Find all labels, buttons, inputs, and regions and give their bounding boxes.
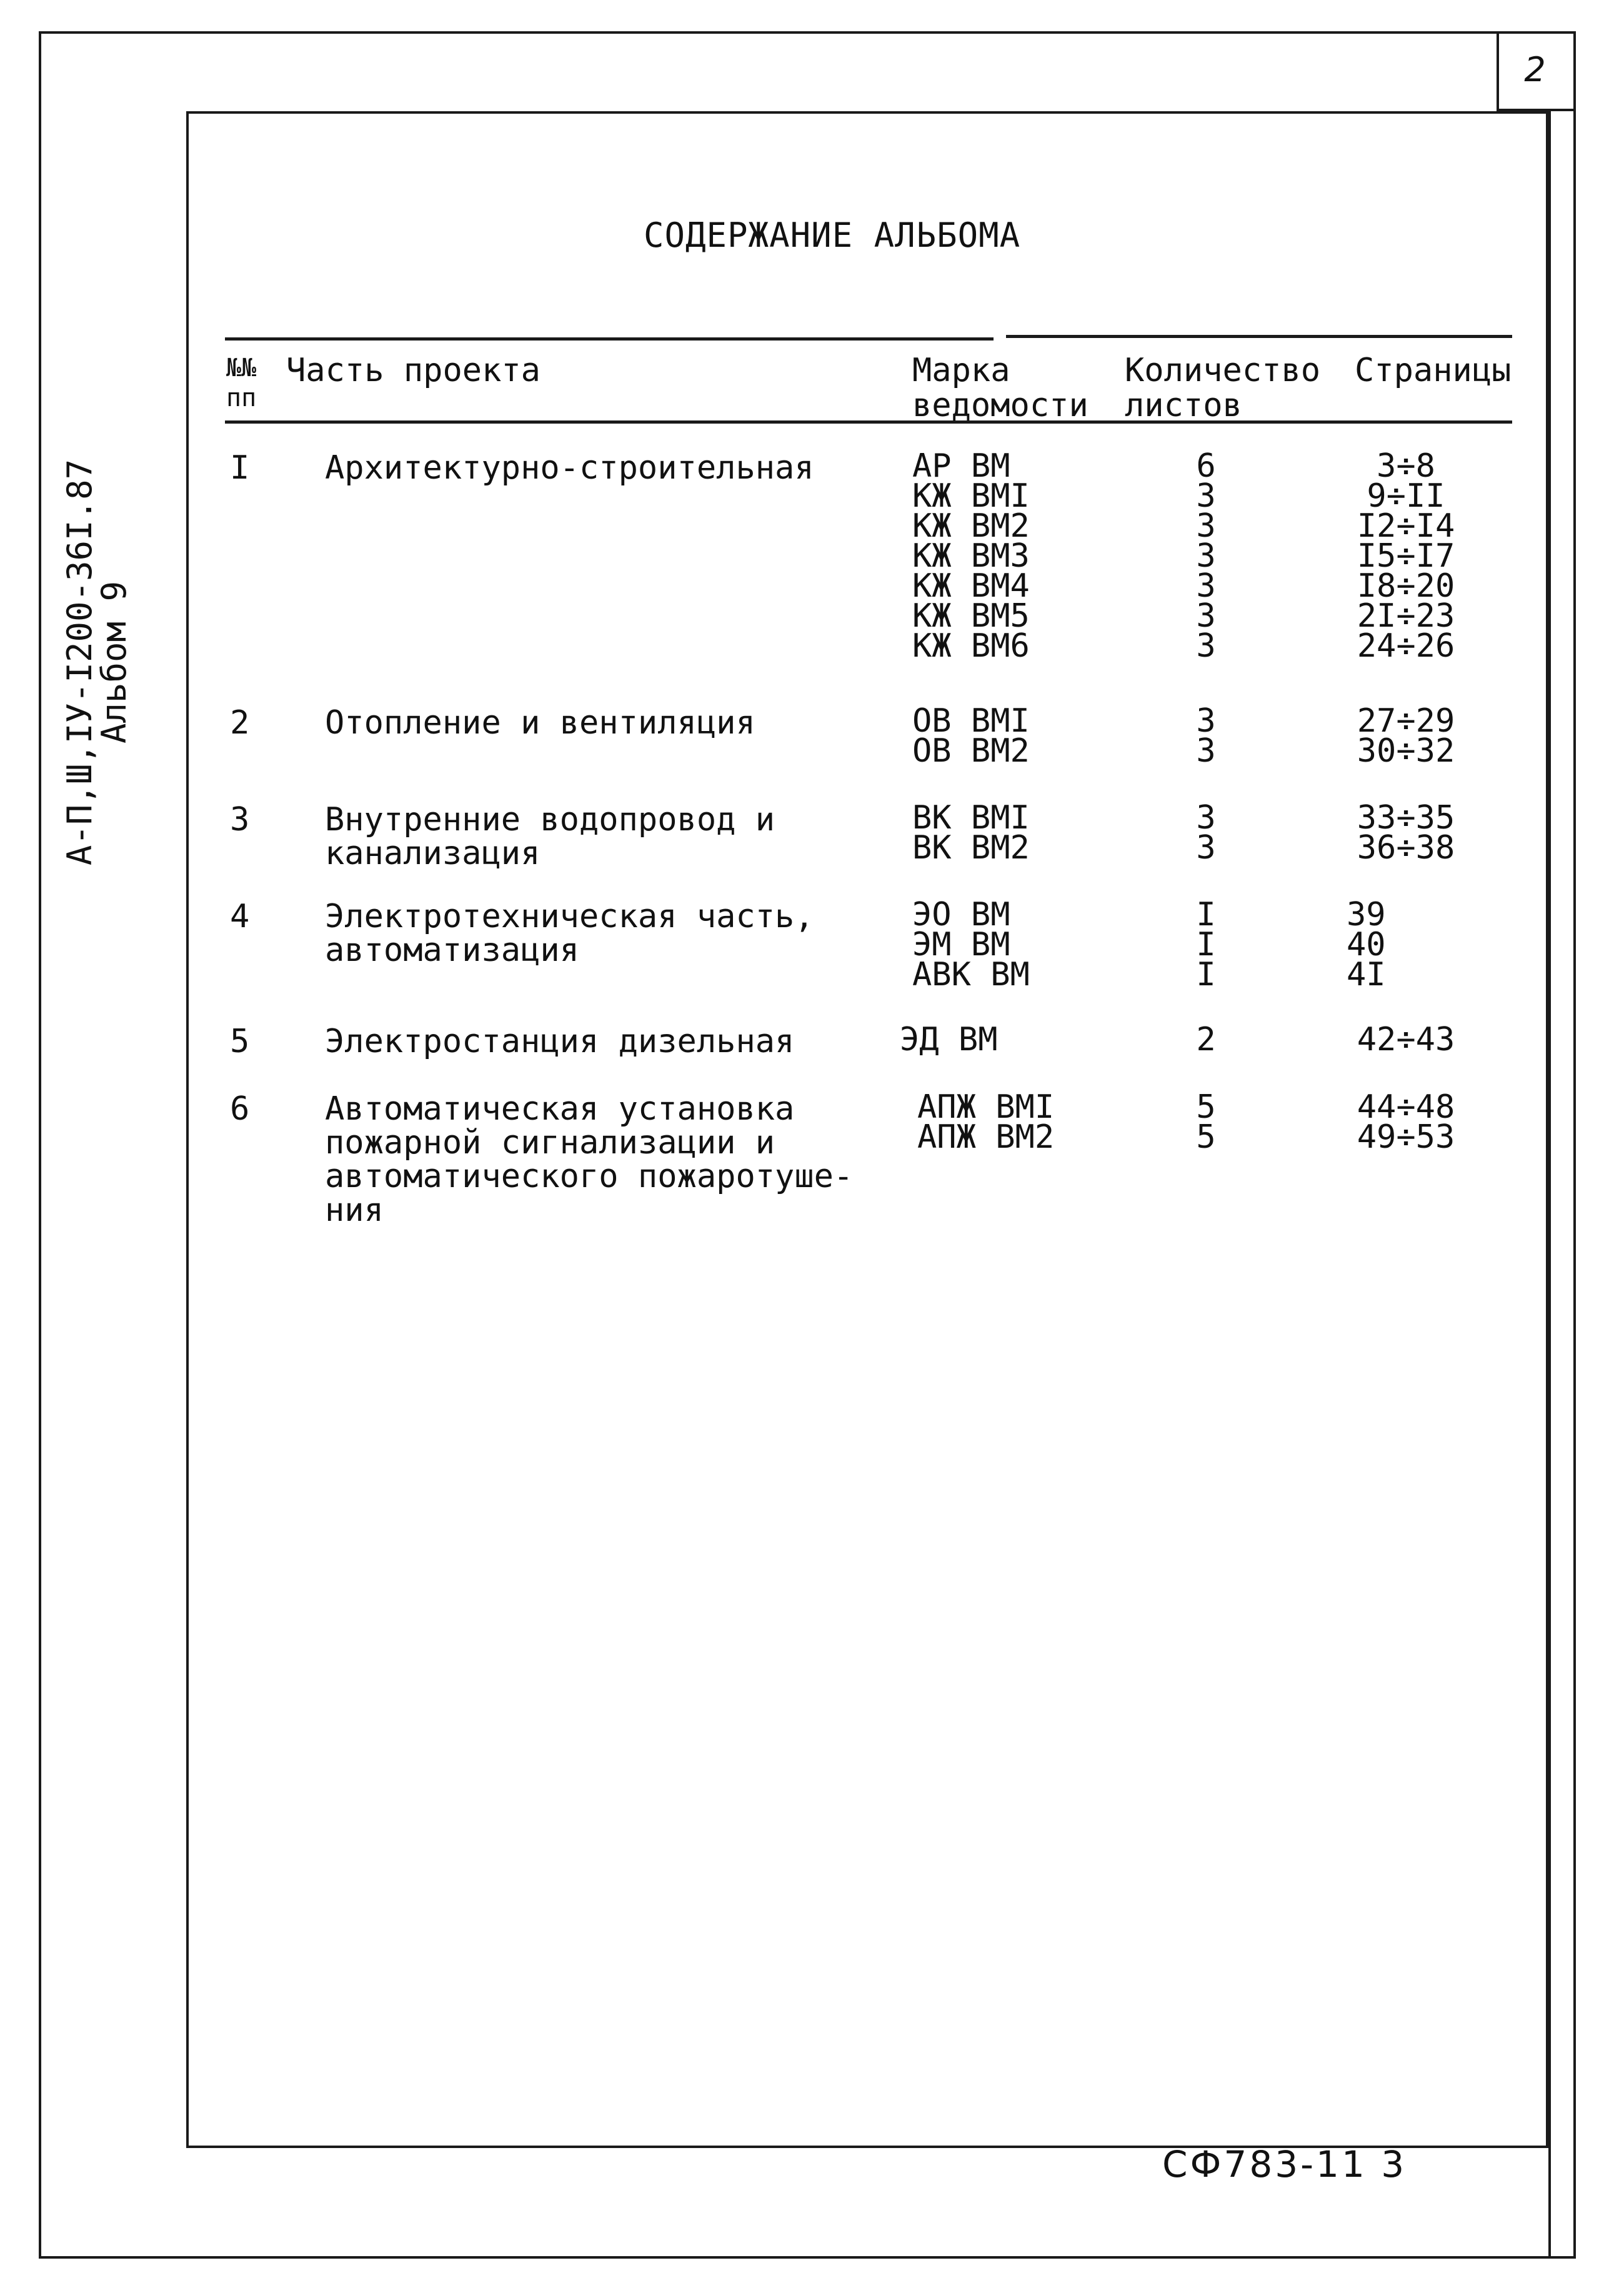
header-num: №№ пп [226, 354, 257, 412]
row-number: 4 [230, 898, 250, 935]
row-pages: 3÷8 9÷II I2÷I4 I5÷I7 I8÷20 2I÷23 24÷26 [1357, 447, 1455, 665]
header-mark: Марка ведомости [912, 352, 1088, 424]
row-pages: 44÷48 49÷53 [1357, 1088, 1455, 1156]
row-number: 5 [230, 1023, 250, 1060]
page-title: СОДЕРЖАНИЕ АЛЬБОМА [644, 216, 1021, 255]
row-number: 2 [230, 704, 250, 742]
document-code [62, 437, 156, 887]
row-marks: ОВ ВМI ОВ ВМ2 [912, 702, 1030, 770]
page-number: 2 [1524, 50, 1546, 89]
row-part-name: Внутренние водопровод и канализация [325, 801, 775, 872]
header-pages: Страницы [1355, 352, 1512, 389]
row-counts: 5 5 [1196, 1088, 1216, 1156]
row-counts: 6 3 3 3 3 3 3 [1196, 447, 1216, 665]
header-top-rule-right [1006, 335, 1512, 338]
row-marks: АР ВМ КЖ ВМI КЖ ВМ2 КЖ ВМ3 КЖ ВМ4 КЖ ВМ5 КЖ ВМ6 [912, 447, 1030, 665]
row-number: 3 [230, 801, 250, 838]
header-part: Часть проекта [286, 352, 541, 389]
album-label: Альбом 9 [94, 580, 134, 744]
row-pages: 39 40 4I [1347, 896, 1386, 993]
row-marks: ВК ВМI ВК ВМ2 [912, 799, 1030, 867]
row-number: 6 [230, 1090, 250, 1128]
row-counts: 3 3 [1196, 799, 1216, 867]
row-counts: 2 [1196, 1021, 1216, 1058]
frame-divider [1548, 111, 1551, 2259]
row-number: I [230, 449, 250, 487]
row-marks: АПЖ ВМI АПЖ ВМ2 [917, 1088, 1055, 1156]
row-part-name: Автоматическая установка пожарной сигнализации и автоматического пожаротуше- ния [325, 1090, 854, 1229]
row-marks: ЭО ВМ ЭМ ВМ АВК ВМ [912, 896, 1030, 993]
header-count: Количество листов [1125, 352, 1321, 424]
header-top-rule-left [225, 337, 994, 341]
row-part-name: Электротехническая часть, автоматизация [325, 898, 814, 969]
row-pages: 33÷35 36÷38 [1357, 799, 1455, 867]
row-pages: 42÷43 [1357, 1021, 1455, 1058]
row-counts: 3 3 [1196, 702, 1216, 770]
document-code-line: А-П,Ш,IУ-I200-36I.87 [60, 459, 99, 866]
row-pages: 27÷29 30÷32 [1357, 702, 1455, 770]
row-part-name: Архитектурно-строительная [325, 449, 814, 487]
row-part-name: Электростанция дизельная [325, 1023, 795, 1060]
row-counts: I I I [1196, 896, 1216, 993]
document-stamp: СФ783-11 3 [1162, 2143, 1407, 2186]
row-part-name: Отопление и вентиляция [325, 704, 755, 742]
row-marks: ЭД ВМ [900, 1021, 998, 1058]
